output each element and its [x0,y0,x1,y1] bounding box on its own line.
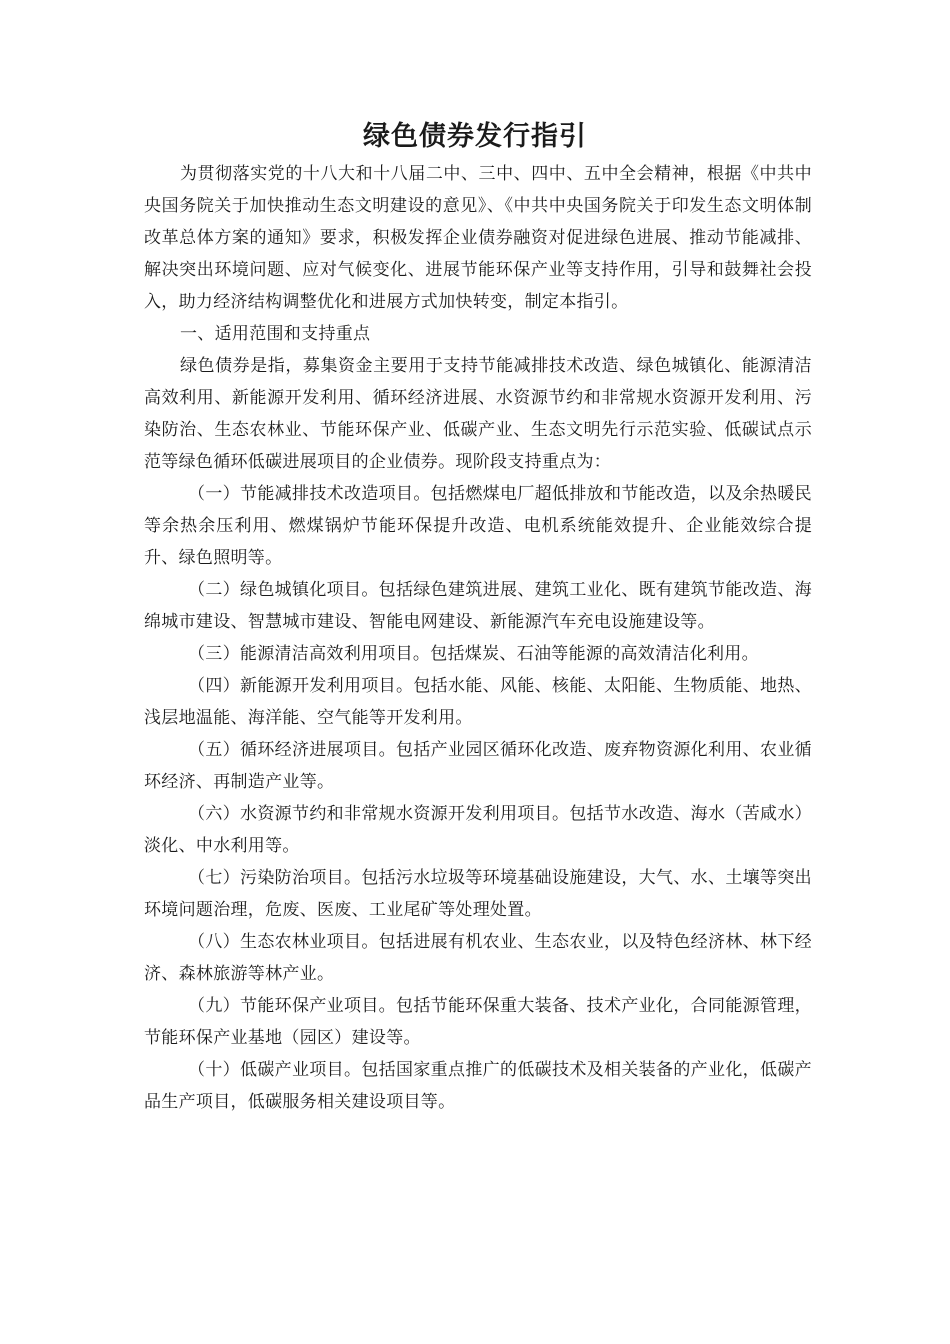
intro-paragraph: 为贯彻落实党的十八大和十八届二中、三中、四中、五中全会精神，根据《中共中央国务院关于加快推动生态文明建设的意见》、《中共中央国务院关于印发生态文明体制改革总体方案的通知》要求，积极发挥企业债券融资对促进绿色进展、推动节能减排、解决突出环境问题、应对气候变化、进展节能环保产业等支持作用，引导和鼓舞社会投入，助力经济结构调整优化和进展方式加快转变，制定本指引。 [144,164,812,312]
list-item: （四）新能源开发利用项目。包括水能、风能、核能、太阳能、生物质能、地热、浅层地温能、海洋能、空气能等开发利用。 [144,676,812,728]
list-item: （三）能源清洁高效利用项目。包括煤炭、石油等能源的高效清洁化利用。 [188,644,759,664]
list-item: （二）绿色城镇化项目。包括绿色建筑进展、建筑工业化、既有建筑节能改造、海绵城市建设、智慧城市建设、智能电网建设、新能源汽车充电设施建设等。 [144,580,812,632]
list-item: （一）节能减排技术改造项目。包括燃煤电厂超低排放和节能改造，以及余热暖民等余热余压利用、燃煤锅炉节能环保提升改造、电机系统能效提升、企业能效综合提升、绿色照明等。 [144,484,812,568]
list-item: （十）低碳产业项目。包括国家重点推广的低碳技术及相关装备的产业化，低碳产品生产项目，低碳服务相关建设项目等。 [144,1060,812,1112]
section-heading: 一、适用范围和支持重点 [180,324,371,344]
list-item: （六）水资源节约和非常规水资源开发利用项目。包括节水改造、海水（苦咸水）淡化、中水利用等。 [144,804,812,856]
list-item: （五）循环经济进展项目。包括产业园区循环化改造、废弃物资源化利用、农业循环经济、再制造产业等。 [144,740,812,792]
list-item: （七）污染防治项目。包括污水垃圾等环境基础设施建设，大气、水、土壤等突出环境问题治理，危废、医废、工业尾矿等处理处置。 [144,868,812,920]
document-title: 绿色债券发行指引 [363,121,587,152]
list-item: （九）节能环保产业项目。包括节能环保重大装备、技术产业化，合同能源管理，节能环保产业基地（园区）建设等。 [144,996,812,1048]
list-item: （八）生态农林业项目。包括进展有机农业、生态农业，以及特色经济林、林下经济、森林旅游等林产业。 [144,932,812,984]
section-intro-paragraph: 绿色债券是指，募集资金主要用于支持节能减排技术改造、绿色城镇化、能源清洁高效利用、新能源开发利用、循环经济进展、水资源节约和非常规水资源开发利用、污染防治、生态农林业、节能环保产业、低碳产业、生态文明先行示范实验、低碳试点示范等绿色循环低碳进展项目的企业债券。现阶段支持重点为： [144,356,812,472]
document-body [144,158,812,1118]
